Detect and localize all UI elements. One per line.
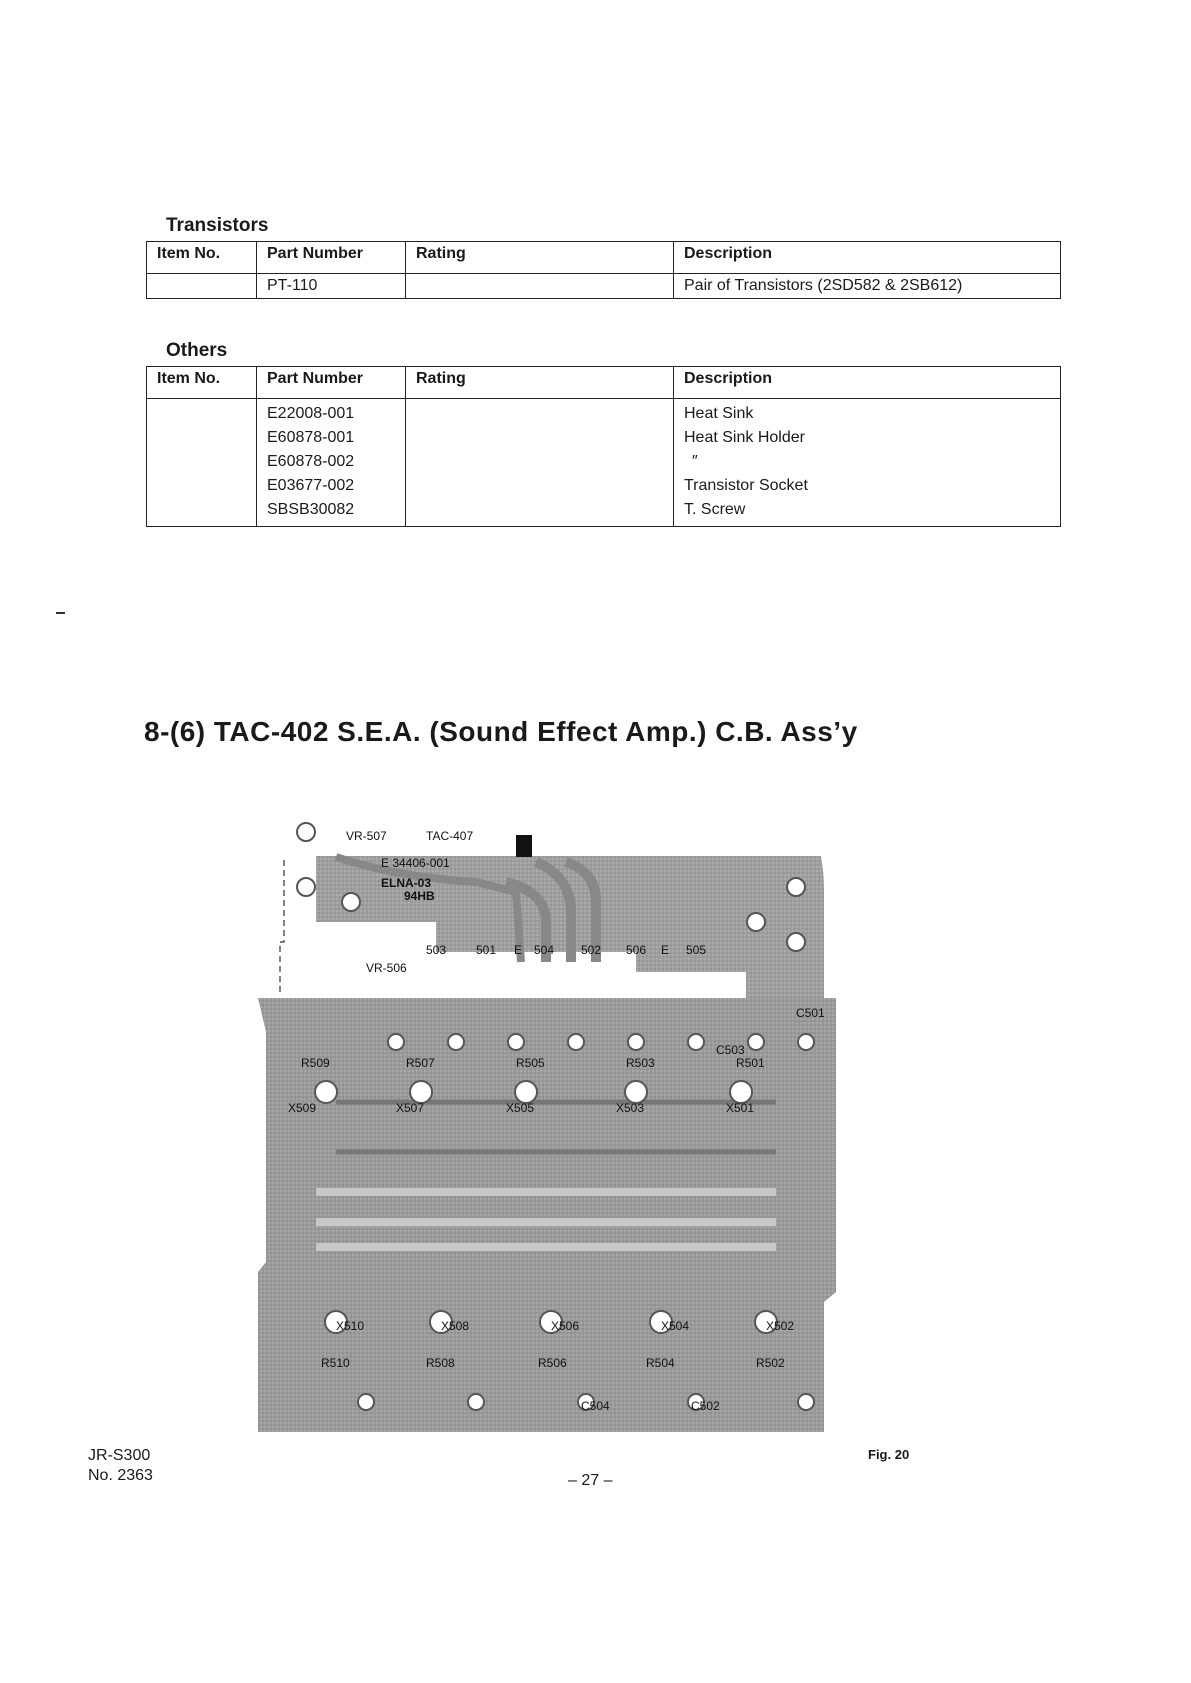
figure-label: Fig. 20 <box>868 1447 910 1462</box>
svg-text:R507: R507 <box>406 1056 435 1070</box>
svg-text:X510: X510 <box>336 1319 365 1333</box>
svg-text:E: E <box>514 943 523 957</box>
svg-text:X505: X505 <box>506 1101 535 1115</box>
svg-text:VR-507: VR-507 <box>346 829 387 843</box>
svg-text:R509: R509 <box>301 1056 330 1070</box>
description: ″ <box>692 453 698 470</box>
part-number: SBSB30082 <box>267 501 355 518</box>
description: Heat Sink <box>684 405 754 422</box>
svg-text:506: 506 <box>626 943 647 957</box>
table-header-row <box>147 367 1061 399</box>
col-part-number: Part Number <box>257 367 406 399</box>
cell-rating <box>406 399 674 527</box>
svg-text:R504: R504 <box>646 1356 675 1370</box>
svg-text:E: E <box>661 943 670 957</box>
description: Heat Sink Holder <box>684 429 805 446</box>
svg-text:E 34406-001: E 34406-001 <box>381 856 450 870</box>
cell-desc: Pair of Transistors (2SD582 & 2SB612) <box>674 274 1061 299</box>
svg-text:R501: R501 <box>736 1056 765 1070</box>
svg-text:501: 501 <box>476 943 497 957</box>
transistors-title: Transistors <box>166 215 269 236</box>
svg-text:R510: R510 <box>321 1356 350 1370</box>
table-header-row <box>147 242 1061 274</box>
circuit-board-figure <box>276 829 910 1540</box>
col-rating: Rating <box>406 242 674 274</box>
svg-text:R505: R505 <box>516 1056 545 1070</box>
svg-text:C503: C503 <box>716 1043 745 1057</box>
svg-text:X506: X506 <box>551 1319 580 1333</box>
cell-parts <box>257 399 406 527</box>
svg-text:X509: X509 <box>288 1101 317 1115</box>
footer-model: JR-S300 <box>88 1447 151 1464</box>
svg-text:X508: X508 <box>441 1319 470 1333</box>
cell-item <box>147 274 257 299</box>
svg-text:502: 502 <box>581 943 602 957</box>
svg-text:C502: C502 <box>691 1399 720 1413</box>
page-number: – 27 – <box>568 1472 613 1489</box>
part-number: E60878-002 <box>267 453 355 470</box>
svg-text:X502: X502 <box>766 1319 795 1333</box>
svg-text:C501: C501 <box>796 1006 825 1020</box>
description: Transistor Socket <box>684 477 808 494</box>
svg-text:503: 503 <box>426 943 447 957</box>
svg-text:R506: R506 <box>538 1356 567 1370</box>
svg-text:TAC-407: TAC-407 <box>426 829 474 843</box>
svg-text:C504: C504 <box>581 1399 610 1413</box>
part-number: E22008-001 <box>267 405 355 422</box>
part-number: E60878-001 <box>267 429 355 446</box>
svg-text:ELNA-03: ELNA-03 <box>381 876 432 890</box>
svg-text:X504: X504 <box>661 1319 690 1333</box>
others-table <box>146 366 1061 527</box>
col-item-no: Item No. <box>147 367 257 399</box>
svg-text:505: 505 <box>686 943 707 957</box>
footer-number: No. 2363 <box>88 1467 153 1484</box>
description: T. Screw <box>684 501 746 518</box>
svg-text:504: 504 <box>534 943 555 957</box>
cell-descs <box>674 399 1061 527</box>
margin-mark <box>56 612 65 614</box>
col-description: Description <box>674 367 1061 399</box>
col-part-number: Part Number <box>257 242 406 274</box>
svg-text:VR-506: VR-506 <box>366 961 407 975</box>
section-heading: 8-(6) TAC-402 S.E.A. (Sound Effect Amp.) C.B. Ass’y <box>144 716 858 747</box>
cell-rating <box>406 274 674 299</box>
svg-text:94HB: 94HB <box>404 889 435 903</box>
svg-text:R508: R508 <box>426 1356 455 1370</box>
svg-text:X507: X507 <box>396 1101 425 1115</box>
col-item-no: Item No. <box>147 242 257 274</box>
svg-text:X501: X501 <box>726 1101 755 1115</box>
svg-text:X503: X503 <box>616 1101 645 1115</box>
cell-item <box>147 399 257 527</box>
col-description: Description <box>674 242 1061 274</box>
col-rating: Rating <box>406 367 674 399</box>
svg-text:R502: R502 <box>756 1356 785 1370</box>
others-title: Others <box>166 340 228 361</box>
table-row <box>147 399 1061 527</box>
svg-text:R503: R503 <box>626 1056 655 1070</box>
part-number: E03677-002 <box>267 477 355 494</box>
table-row <box>147 274 1061 299</box>
cell-part: PT-110 <box>257 274 406 299</box>
transistors-table <box>146 241 1061 299</box>
